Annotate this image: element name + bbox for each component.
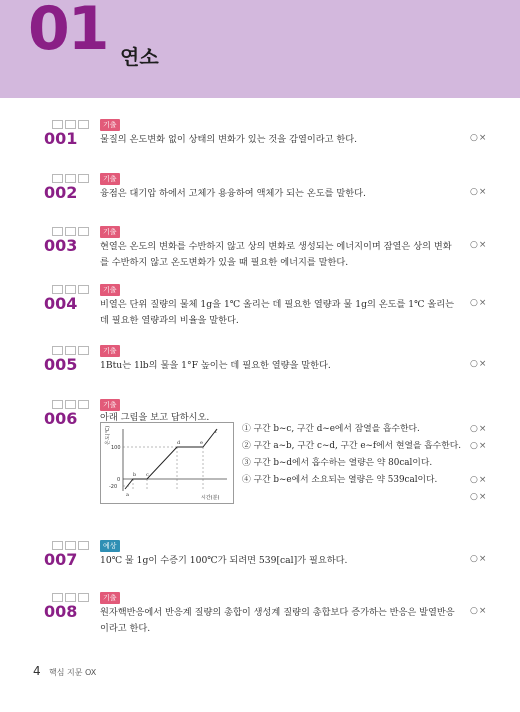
- check-boxes[interactable]: [52, 120, 89, 129]
- question-tag: 기출: [100, 399, 120, 411]
- question-tag: 예상: [100, 540, 120, 552]
- point-label-a: a: [126, 492, 129, 498]
- ox-marker[interactable]: ○×: [470, 133, 488, 143]
- check-boxes[interactable]: [52, 593, 89, 602]
- question-text: 물질의 온도변화 없이 상태의 변화가 있는 것을 감열이라고 한다.: [100, 134, 358, 145]
- heating-curve-graph: [101, 423, 233, 503]
- tick-100: 100: [111, 445, 121, 451]
- footer-label: 핵심 지문 OX: [49, 668, 97, 677]
- x-axis-label: 시간(분): [201, 495, 220, 501]
- page-number: 4: [33, 664, 41, 678]
- question-tag: 기출: [100, 226, 120, 238]
- question-text: 현열은 온도의 변화를 수반하지 않고 상의 변화로 생성되는 에너지이며 잠열은 상의 변화를 수반하지 않고 온도변화가 있을 때 필요한 에너지를 말한다.: [100, 241, 452, 268]
- choice-list: [242, 421, 488, 502]
- question-tag: 기출: [100, 119, 120, 131]
- tick-minus20: -20: [109, 484, 118, 490]
- question-number: 007: [44, 550, 78, 569]
- ox-marker[interactable]: ○×: [470, 359, 488, 369]
- question-tag: 기출: [100, 284, 120, 296]
- ox-marker[interactable]: ○×: [470, 606, 488, 616]
- question-tag: 기출: [100, 592, 120, 604]
- choice-2: ② 구간 a~b, 구간 c~d, 구간 e~f에서 현열을 흡수한다.: [242, 441, 462, 451]
- ox-marker[interactable]: ○×: [470, 187, 488, 197]
- ox-marker-4[interactable]: ○×: [470, 492, 488, 502]
- question-number: 003: [44, 236, 78, 255]
- question-number: 002: [44, 183, 78, 202]
- tick-0: 0: [117, 477, 121, 483]
- question-text: 10℃ 물 1g이 수증기 100℃가 되려면 539[cal]가 필요하다.: [100, 555, 348, 566]
- question-number: 008: [44, 602, 78, 621]
- ox-marker-3[interactable]: ○×: [470, 475, 488, 485]
- point-label-e: e: [200, 440, 203, 446]
- question-text: 아래 그림을 보고 답하시오.: [100, 412, 210, 423]
- ox-marker-2[interactable]: ○×: [470, 441, 488, 451]
- question-text: 융점은 대기압 하에서 고체가 용융하여 액체가 되는 온도를 말한다.: [100, 188, 366, 199]
- choice-1: ① 구간 b~c, 구간 d~e에서 잠열을 흡수한다.: [242, 424, 420, 434]
- question-number: 004: [44, 294, 78, 313]
- point-label-c: c: [146, 472, 149, 478]
- point-label-d: d: [177, 440, 181, 446]
- check-boxes[interactable]: [52, 400, 89, 409]
- check-boxes[interactable]: [52, 346, 89, 355]
- question-number: 001: [44, 129, 78, 148]
- ox-marker[interactable]: ○×: [470, 298, 488, 308]
- ox-marker[interactable]: ○×: [470, 240, 488, 250]
- check-boxes[interactable]: [52, 174, 89, 183]
- chapter-header: [0, 0, 520, 98]
- heating-curve-figure: [100, 422, 234, 504]
- ox-marker[interactable]: ○×: [470, 554, 488, 564]
- question-text: 1Btu는 1lb의 물을 1°F 높이는 데 필요한 열량을 말한다.: [100, 360, 331, 371]
- choice-4: ④ 구간 b~e에서 소요되는 열량은 약 539cal이다.: [242, 475, 438, 485]
- check-boxes[interactable]: [52, 285, 89, 294]
- point-label-b: b: [133, 472, 137, 478]
- check-boxes[interactable]: [52, 227, 89, 236]
- question-tag: 기출: [100, 173, 120, 185]
- chapter-title: 연소: [120, 45, 159, 69]
- y-axis-label: 온도(℃): [105, 425, 111, 445]
- question-text: 비열은 단위 질량의 물체 1g을 1℃ 올리는 데 필요한 열량과 물 1g의 온도를 1℃ 올리는 데 필요한 열량과의 비율을 말한다.: [100, 299, 454, 326]
- check-boxes[interactable]: [52, 541, 89, 550]
- chapter-number: 01: [28, 0, 108, 64]
- question-text: 원자핵반응에서 반응계 질량의 총합이 생성계 질량의 총합보다 증가하는 반응은 발열반응이라고 한다.: [100, 607, 455, 634]
- ox-marker-1[interactable]: ○×: [470, 424, 488, 434]
- point-label-f: f: [215, 429, 217, 435]
- question-number: 006: [44, 409, 78, 428]
- question-tag: 기출: [100, 345, 120, 357]
- question-number: 005: [44, 355, 78, 374]
- choice-3: ③ 구간 b~d에서 흡수하는 열량은 약 80cal이다.: [242, 458, 433, 468]
- question-006: [0, 400, 520, 520]
